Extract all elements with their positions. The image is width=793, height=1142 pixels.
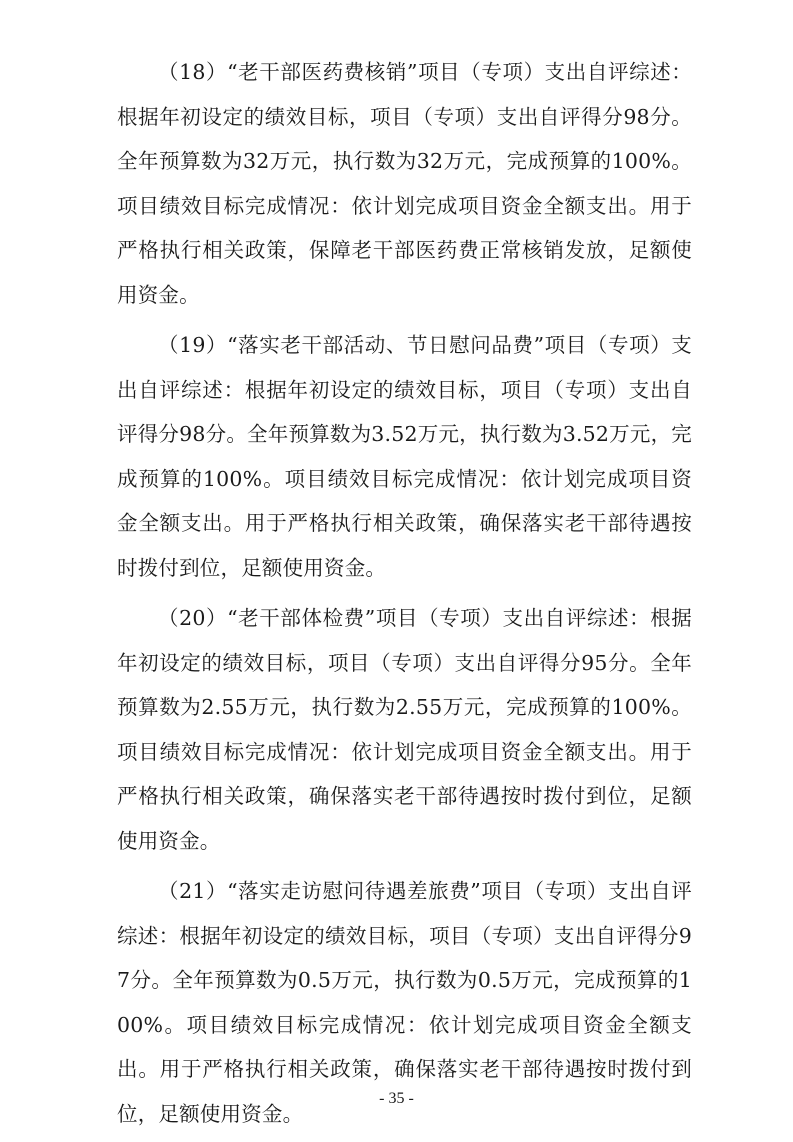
page-number: - 35 - (379, 1090, 414, 1107)
paragraph-item-21: （21）“落实走访慰问待遇差旅费”项目（专项）支出自评综述：根据年初设定的绩效目标，项目（专项）支出自评得分97分。全年预算数为0.5万元，执行数为0.5万元，完成预算的100%。项目绩效目标完成情况：依计划完成项目资金全额支出。用于严格执行相关政策，确保落实老干部待遇按时拨付到位，足额使用资金。 (117, 879, 692, 1126)
document-body (117, 50, 692, 1142)
paragraph-item-18: （18）“老干部医药费核销”项目（专项）支出自评综述：根据年初设定的绩效目标，项目（专项）支出自评得分98分。全年预算数为32万元，执行数为32万元，完成预算的100%。项目绩效目标完成情况：依计划完成项目资金全额支出。用于严格执行相关政策，保障老干部医药费正常核销发放，足额使用资金。 (117, 60, 692, 307)
paragraph-item-20: （20）“老干部体检费”项目（专项）支出自评综述：根据年初设定的绩效目标，项目（专项）支出自评得分95分。全年预算数为2.55万元，执行数为2.55万元，完成预算的100%。项目绩效目标完成情况：依计划完成项目资金全额支出。用于严格执行相关政策，确保落实老干部待遇按时拨付到位，足额使用资金。 (117, 606, 692, 853)
paragraph-item-19: （19）“落实老干部活动、节日慰问品费”项目（专项）支出自评综述：根据年初设定的绩效目标，项目（专项）支出自评得分98分。全年预算数为3.52万元，执行数为3.52万元，完成预算的100%。项目绩效目标完成情况：依计划完成项目资金全额支出。用于严格执行相关政策，确保落实老干部待遇按时拨付到位，足额使用资金。 (117, 333, 692, 580)
